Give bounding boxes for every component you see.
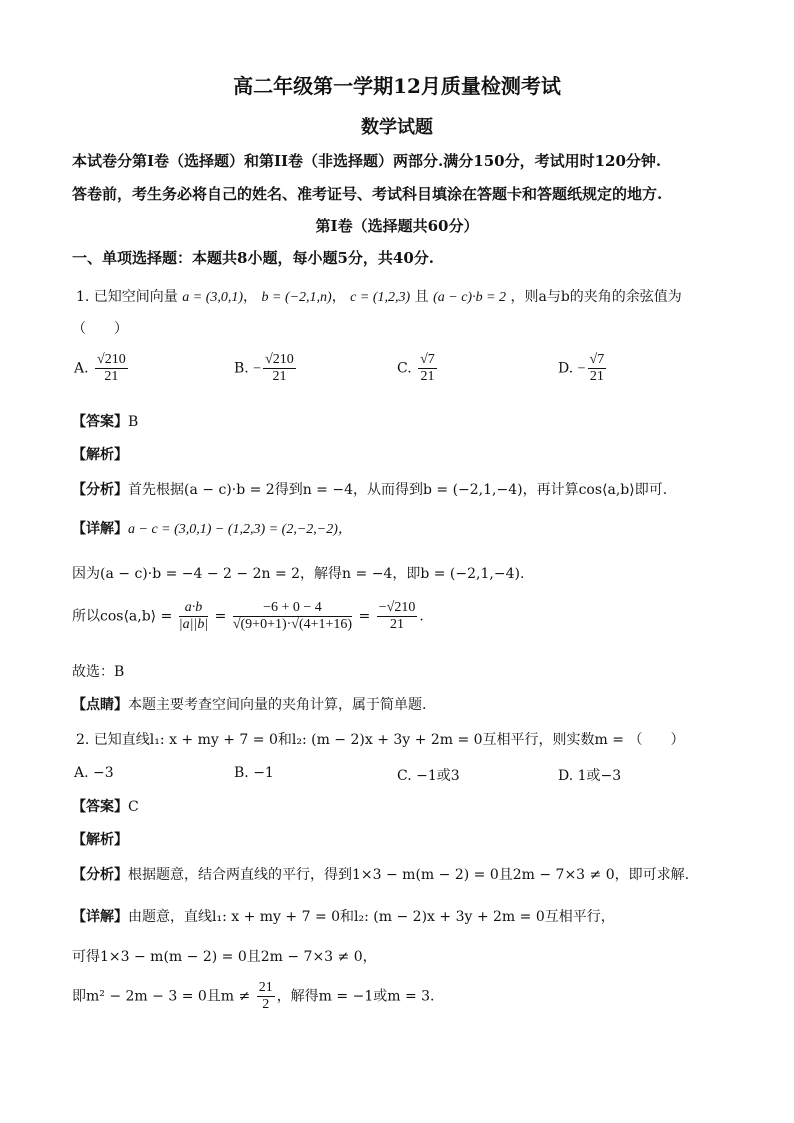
detail-tag: 【详解】 bbox=[72, 521, 128, 537]
q1-stem-pre: 1. 已知空间向量 bbox=[76, 289, 178, 305]
exam-subtitle: 数学试题 bbox=[361, 117, 433, 138]
fraction-2 bbox=[233, 600, 352, 633]
q1-option-b bbox=[234, 352, 298, 385]
option-sign: − bbox=[253, 361, 262, 377]
fraction-3 bbox=[377, 600, 418, 633]
frac-num: −√210 bbox=[378, 600, 416, 615]
q1-condition: (a − c)·b = 2 bbox=[433, 290, 507, 305]
option-sign: − bbox=[577, 361, 586, 377]
q1-detail-3 bbox=[72, 600, 424, 633]
q1-detail-2: 因为(a − c)·b = −4 − 2 − 2n = 2，解得n = −4，即b = (−2,1,−4). bbox=[72, 566, 525, 582]
equals-sign: = bbox=[214, 608, 227, 625]
q2-option-c: C. −1或3 bbox=[397, 768, 460, 784]
q2-detail-1 bbox=[72, 906, 615, 926]
point-tag: 【点睛】 bbox=[72, 697, 128, 713]
option-label: D. bbox=[558, 360, 574, 377]
point-text: 本题主要考查空间向量的夹角计算，属于简单题. bbox=[128, 697, 427, 713]
q2-answer bbox=[72, 796, 139, 816]
frac-num: √210 bbox=[97, 352, 126, 367]
frac-num: −6 + 0 − 4 bbox=[233, 600, 352, 617]
frac-den: |a||b| bbox=[178, 617, 209, 632]
answer-tag: 【答案】 bbox=[72, 799, 128, 815]
q1-vector-a: a = (3,0,1) bbox=[182, 290, 244, 305]
frac-num: √7 bbox=[420, 352, 435, 367]
q1-option-a bbox=[74, 352, 130, 385]
period: . bbox=[419, 608, 424, 625]
answer-value: C bbox=[128, 799, 139, 815]
q1-vector-b: b = (−2,1,n) bbox=[261, 290, 332, 305]
detail3-post: ，解得m = −1或m = 3. bbox=[276, 988, 435, 1005]
q1-stem-post: ，则a与b的夹角的余弦值为 bbox=[510, 289, 682, 305]
q2-stem: 2. 已知直线l₁: x + my + 7 = 0和l₂: (m − 2)x + 3y + 2m = 0互相平行，则实数m = （ ） bbox=[76, 732, 685, 748]
frac-den: 21 bbox=[589, 369, 604, 384]
option-fraction bbox=[418, 352, 437, 385]
frac-den: √(9+0+1)·√(4+1+16) bbox=[232, 617, 353, 632]
q1-option-c bbox=[397, 352, 439, 385]
q1-answer bbox=[72, 411, 138, 431]
detail3-pre: 所以cos⟨a,b⟩ = bbox=[72, 608, 173, 625]
exam-title: 高二年级第一学期12月质量检测考试 bbox=[233, 74, 561, 98]
fraction-1 bbox=[179, 600, 208, 633]
fenxi-text: 根据题意，结合两直线的平行，得到1×3 − m(m − 2) = 0且2m − 7×3 ≠ 0，即可求解. bbox=[128, 867, 690, 883]
frac-den: 21 bbox=[420, 369, 435, 384]
equals-sign: = bbox=[358, 608, 371, 625]
q2-option-b: B. −1 bbox=[234, 765, 274, 781]
q1-option-d bbox=[558, 352, 608, 385]
q2-analysis-tag: 【解析】 bbox=[72, 832, 128, 848]
q2-fenxi bbox=[72, 864, 689, 884]
frac-num: √7 bbox=[589, 352, 605, 367]
q1-vector-c: c = (1,2,3) bbox=[350, 290, 411, 305]
q1-cond-pre: 且 bbox=[414, 289, 429, 305]
frac-den: 21 bbox=[390, 617, 405, 632]
detail3-pre: 即m² − 2m − 3 = 0且m ≠ bbox=[72, 988, 251, 1005]
q1-stem: 1. 已知空间向量 a = (3,0,1)， b = (−2,1,n)， c = (1,2,3) 且 (a − c)·b = 2 ，则a与b的夹角的余弦值为 bbox=[76, 289, 682, 305]
q1-point bbox=[72, 694, 426, 714]
section-heading: 一、单项选择题：本题共8小题，每小题5分，共40分. bbox=[72, 249, 434, 267]
q1-detail-1 bbox=[72, 518, 352, 538]
fenxi-tag: 【分析】 bbox=[72, 867, 128, 883]
frac-den: 21 bbox=[104, 369, 119, 384]
detail-tag: 【详解】 bbox=[72, 909, 128, 925]
option-fraction bbox=[95, 352, 128, 385]
part-heading: 第I卷（选择题共60分） bbox=[315, 217, 479, 235]
fraction-21-2 bbox=[257, 980, 275, 1013]
option-fraction bbox=[263, 352, 296, 385]
option-label: C. bbox=[397, 360, 412, 377]
answer-value: B bbox=[128, 414, 139, 430]
intro-line-1: 本试卷分第I卷（选择题）和第II卷（非选择题）两部分.满分150分，考试用时120分钟. bbox=[72, 152, 662, 170]
frac-num: √210 bbox=[265, 352, 294, 367]
frac-num: a·b bbox=[179, 600, 208, 617]
frac-den: 21 bbox=[272, 369, 287, 384]
q2-detail-2: 可得1×3 − m(m − 2) = 0且2m − 7×3 ≠ 0， bbox=[72, 949, 377, 965]
option-label: A. bbox=[74, 360, 89, 377]
q1-choose: 故选：B bbox=[72, 664, 125, 680]
q1-paren: （ ） bbox=[72, 321, 128, 337]
frac-den: 2 bbox=[262, 997, 270, 1012]
intro-line-2: 答卷前，考生务必将自己的姓名、准考证号、考试科目填涂在答题卡和答题纸规定的地方. bbox=[72, 185, 663, 203]
q2-detail-3 bbox=[72, 980, 435, 1013]
detail-text: 由题意，直线l₁: x + my + 7 = 0和l₂: (m − 2)x + 3y + 2m = 0互相平行， bbox=[128, 909, 615, 925]
option-label: B. bbox=[234, 360, 249, 377]
option-fraction bbox=[588, 352, 607, 385]
q1-analysis-tag: 【解析】 bbox=[72, 447, 128, 463]
fenxi-text: 首先根据(a − c)·b = 2得到n = −4，从而得到b = (−2,1,−4)，再计算cos⟨a,b⟩即可. bbox=[128, 482, 668, 498]
q2-option-a: A. −3 bbox=[74, 765, 114, 781]
frac-num: 21 bbox=[258, 980, 273, 995]
q1-fenxi bbox=[72, 479, 667, 499]
answer-tag: 【答案】 bbox=[72, 414, 128, 430]
q2-option-d: D. 1或−3 bbox=[558, 768, 622, 784]
fenxi-tag: 【分析】 bbox=[72, 482, 128, 498]
detail-text: a − c = (3,0,1) − (1,2,3) = (2,−2,−2)， bbox=[128, 522, 352, 537]
